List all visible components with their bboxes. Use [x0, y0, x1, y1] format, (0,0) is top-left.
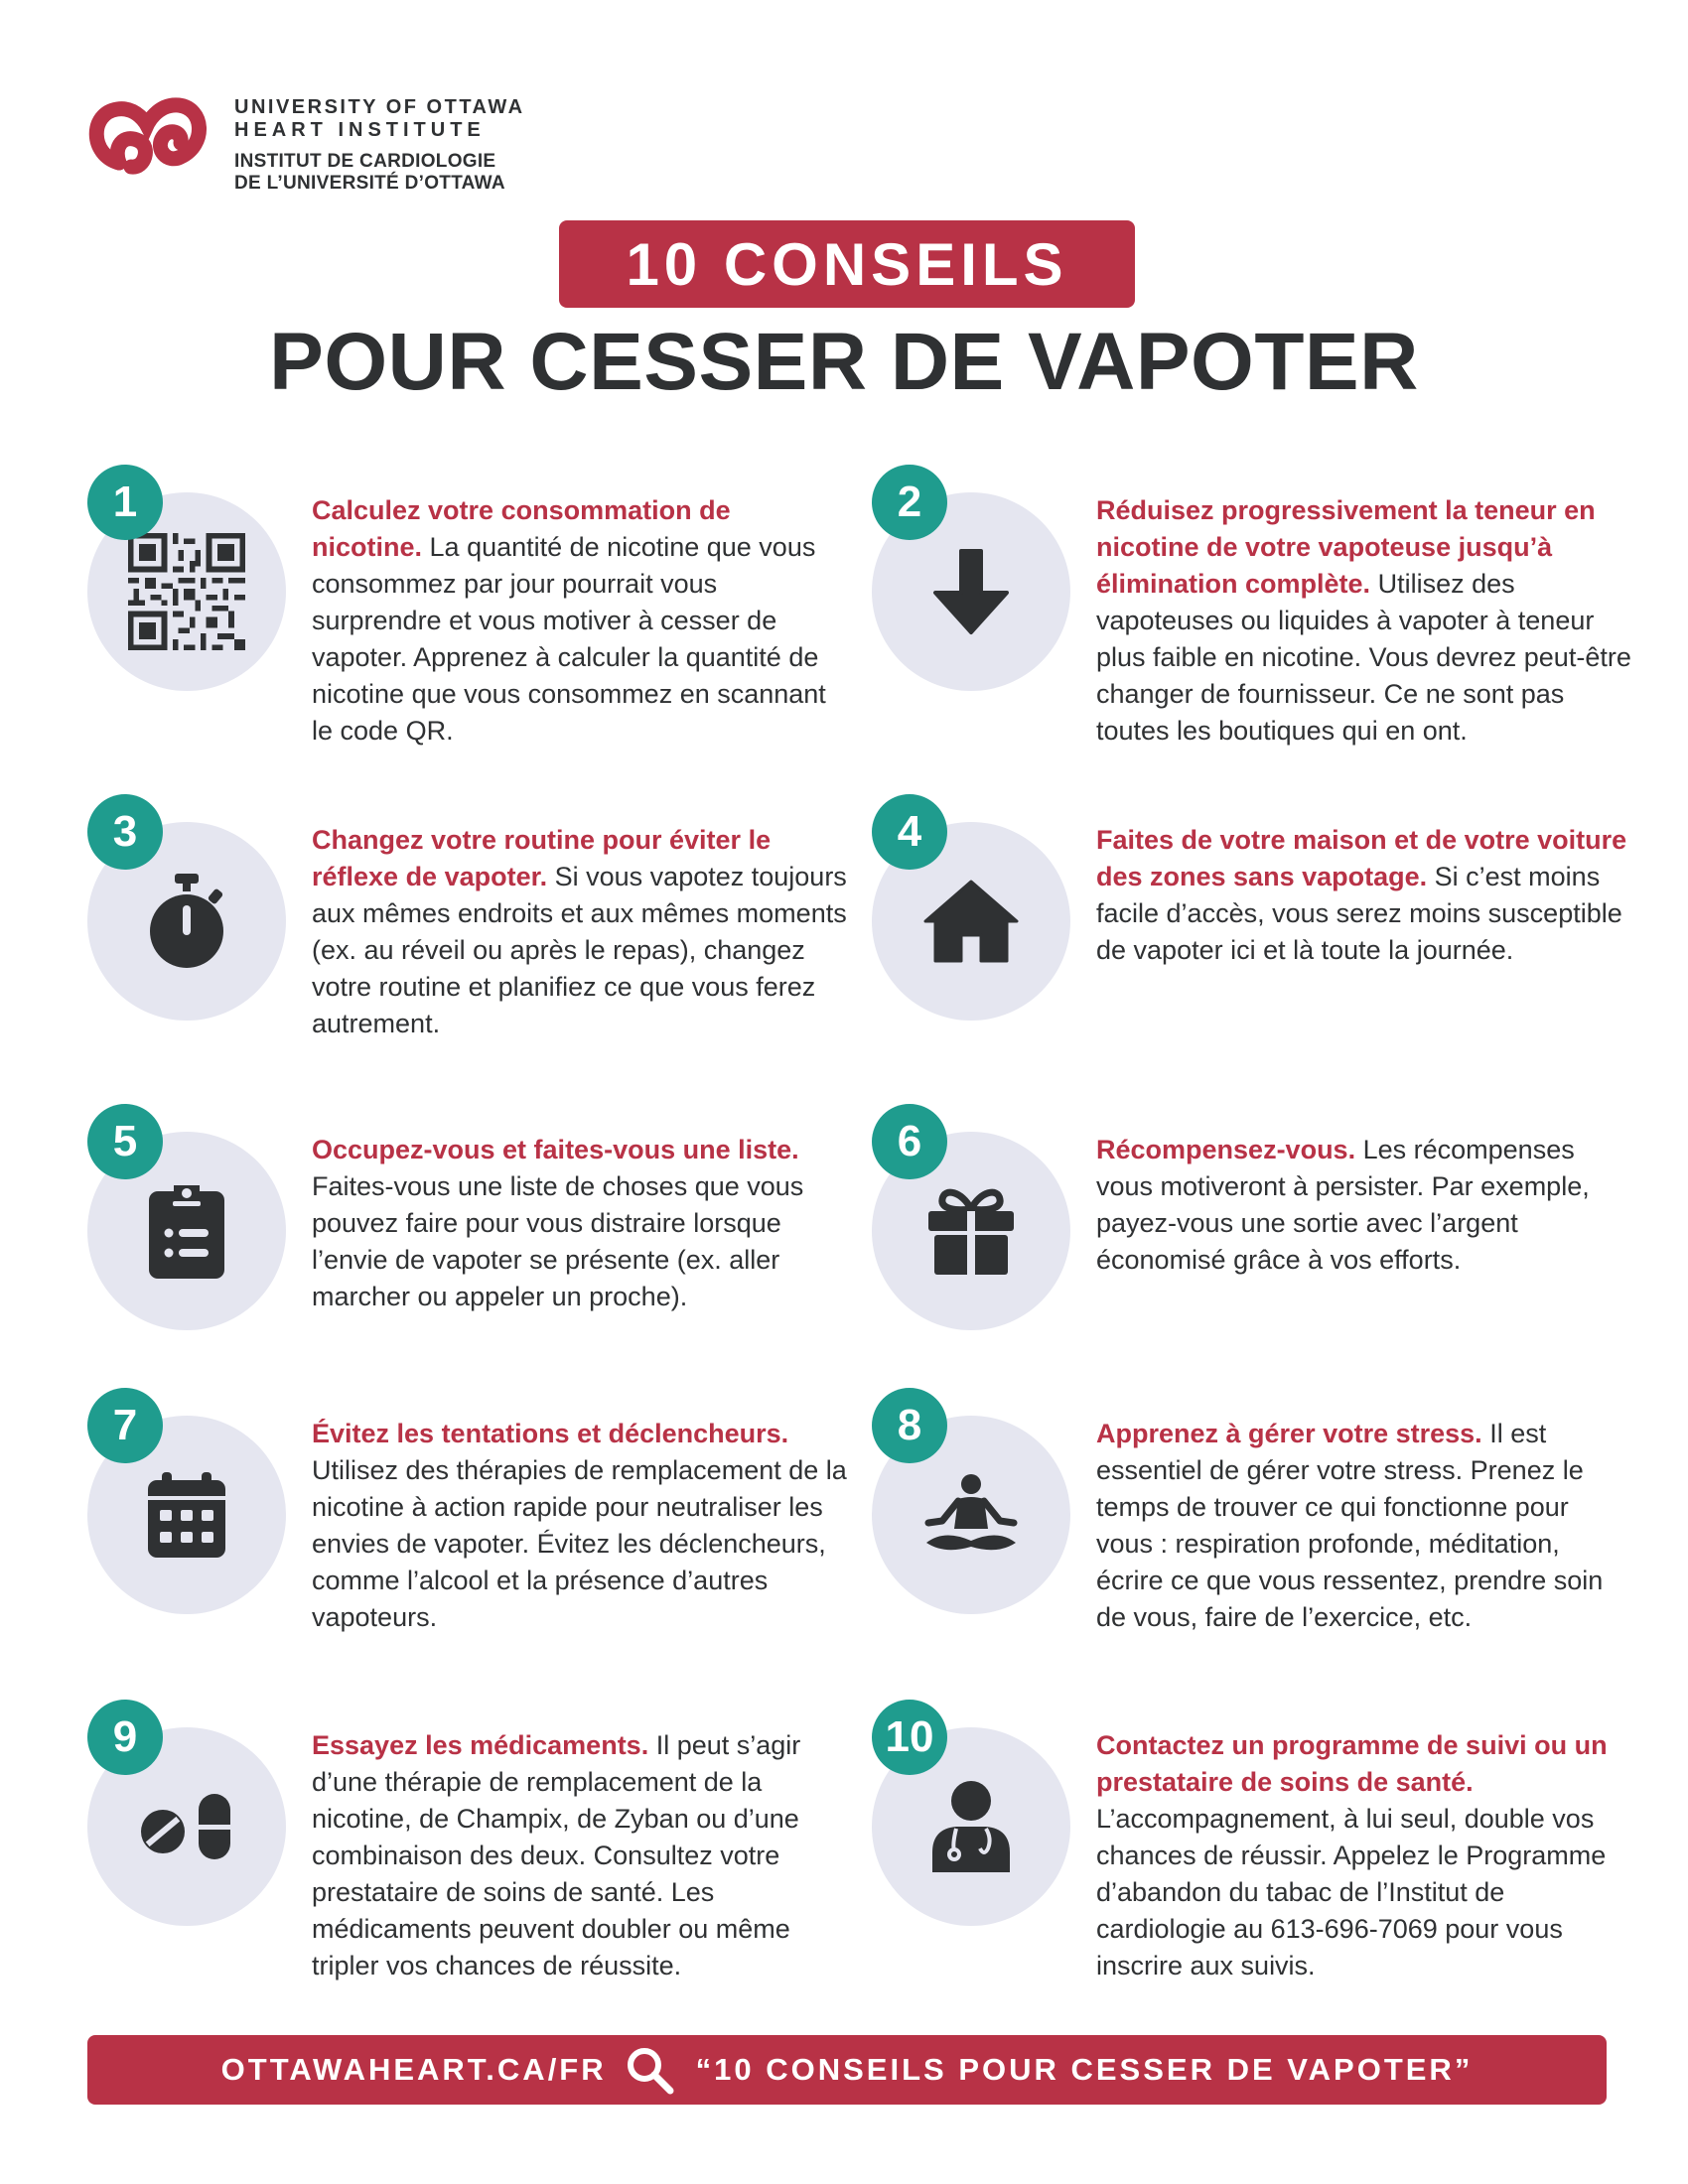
tip-body: Si c’est moins facile d’accès, vous serez moins susceptible de vapoter ici et là toute la journée. [1096, 862, 1622, 965]
tip-text [1096, 822, 1632, 969]
tip-text [312, 492, 848, 750]
tip-body: Utilisez des thérapies de remplacement de la nicotine à action rapide pour neutraliser les envies de vapoter. Évitez les déclencheurs, comme l’alcool et la présence d’autres vapoteurs. [312, 1455, 847, 1632]
search-icon [625, 2045, 674, 2095]
tip-title: Réduisez progressivement la teneur en nicotine de votre vapoteuse jusqu’à élimination complète. [1096, 495, 1596, 599]
logo-line-3: INSTITUT DE CARDIOLOGIE [234, 151, 496, 172]
tip-body: Si vous vapotez toujours aux mêmes endroits et aux mêmes moments (ex. au réveil ou après le repas), changez votre routine et planifiez ce que vous ferez autrement. [312, 862, 847, 1038]
tip-5 [87, 1104, 882, 1402]
tip-body: Faites-vous une liste de choses que vous pouvez faire pour vous distraire lorsque l’envie de vapoter se présente (ex. aller marcher ou appeler un proche). [312, 1171, 804, 1311]
tip-text [1096, 1416, 1632, 1636]
tip-text [312, 1727, 848, 1984]
tip-number: 5 [87, 1104, 163, 1179]
tip-body: Utilisez des vapoteuses ou liquides à vapoter à teneur plus faible en nicotine. Vous devrez peut-être changer de fournisseur. Ce ne sont pas toutes les boutiques qui en ont. [1096, 569, 1631, 746]
tip-number: 7 [87, 1388, 163, 1463]
tip-text [312, 1132, 848, 1315]
tip-text [312, 822, 848, 1042]
pills-icon [139, 1792, 234, 1861]
tip-number: 10 [872, 1700, 947, 1775]
heart-logo-icon [83, 89, 212, 189]
tip-title: Faites de votre maison et de votre voiture des zones sans vapotage. [1096, 825, 1627, 891]
tip-3 [87, 794, 882, 1092]
logo-line-1: UNIVERSITY OF OTTAWA [234, 96, 525, 118]
tip-title: Apprenez à gérer votre stress. [1096, 1419, 1482, 1448]
tip-text [1096, 492, 1632, 750]
tip-number: 2 [872, 465, 947, 540]
tip-title: Occupez-vous et faites-vous une liste. [312, 1135, 799, 1164]
doctor-icon [926, 1779, 1016, 1874]
tip-number: 4 [872, 794, 947, 870]
tip-body: Il est essentiel de gérer votre stress. Prenez le temps de trouver ce qui fonctionne pour vous : respiration profonde, méditation, écrire ce que vous ressentez, prendre soin de vous, faire de l’exercice, etc. [1096, 1419, 1604, 1632]
logo-line-4: DE L’UNIVERSITÉ D’OTTAWA [234, 173, 505, 194]
page-title: POUR CESSER DE VAPOTER [269, 317, 1419, 407]
tip-text [312, 1416, 848, 1636]
clipboard-list-icon [147, 1181, 226, 1281]
stopwatch-icon [139, 872, 234, 971]
tip-body: Les récompenses vous motiveront à persister. Par exemple, payez-vous une sortie avec l’argent économisé grâce à vos efforts. [1096, 1135, 1590, 1275]
tip-1 [87, 465, 882, 762]
footer-url[interactable]: OTTAWAHEART.CA/FR [220, 2052, 607, 2087]
tip-6 [872, 1104, 1666, 1402]
tip-title: Récompensez-vous. [1096, 1135, 1356, 1164]
tip-title: Changez votre routine pour éviter le réflexe de vapoter. [312, 825, 772, 891]
footer-banner [87, 2035, 1607, 2105]
tip-body: L’accompagnement, à lui seul, double vos chances de réussir. Appelez le Programme d’abandon du tabac de l’Institut de cardiologie au 613-696-7069 pour vous inscrire aux suivis. [1096, 1804, 1607, 1980]
tip-title: Calculez votre consommation de nicotine. [312, 495, 731, 562]
tip-number: 3 [87, 794, 163, 870]
tip-4 [872, 794, 1666, 1092]
title-badge: 10 CONSEILS [559, 220, 1135, 308]
institute-logo [83, 83, 540, 193]
tip-number: 6 [872, 1104, 947, 1179]
tip-title: Évitez les tentations et déclencheurs. [312, 1419, 789, 1448]
tip-text [1096, 1727, 1632, 1984]
footer-search-query: “10 CONSEILS POUR CESSER DE VAPOTER” [695, 2052, 1474, 2087]
tip-9 [87, 1700, 882, 1997]
gift-icon [926, 1185, 1016, 1277]
tip-2 [872, 465, 1666, 762]
house-icon [923, 880, 1019, 963]
arrow-down-icon [931, 547, 1011, 636]
calendar-icon [146, 1470, 227, 1560]
tip-body: La quantité de nicotine que vous consommez par jour pourrait vous surprendre et vous motiver à cesser de vapoter. Apprenez à calculer la quantité de nicotine que vous consommez en scannant le code QR. [312, 532, 826, 746]
tip-7 [87, 1388, 882, 1686]
tip-body: Il peut s’agir d’une thérapie de remplacement de la nicotine, de Champix, de Zyban ou d’une combinaison des deux. Consultez votre prestataire de soins de santé. Les médicaments peuvent doubler ou même tripler vos chances de réussite. [312, 1730, 801, 1980]
meditation-icon [922, 1473, 1020, 1557]
tip-title: Essayez les médicaments. [312, 1730, 649, 1760]
tip-number: 1 [87, 465, 163, 540]
tip-title: Contactez un programme de suivi ou un prestataire de soins de santé. [1096, 1730, 1608, 1797]
logo-line-2: HEART INSTITUTE [234, 119, 486, 141]
tip-number: 8 [872, 1388, 947, 1463]
tip-number: 9 [87, 1700, 163, 1775]
qr-code-icon[interactable] [128, 533, 245, 650]
tip-text [1096, 1132, 1632, 1279]
tip-10 [872, 1700, 1666, 1997]
tip-8 [872, 1388, 1666, 1686]
